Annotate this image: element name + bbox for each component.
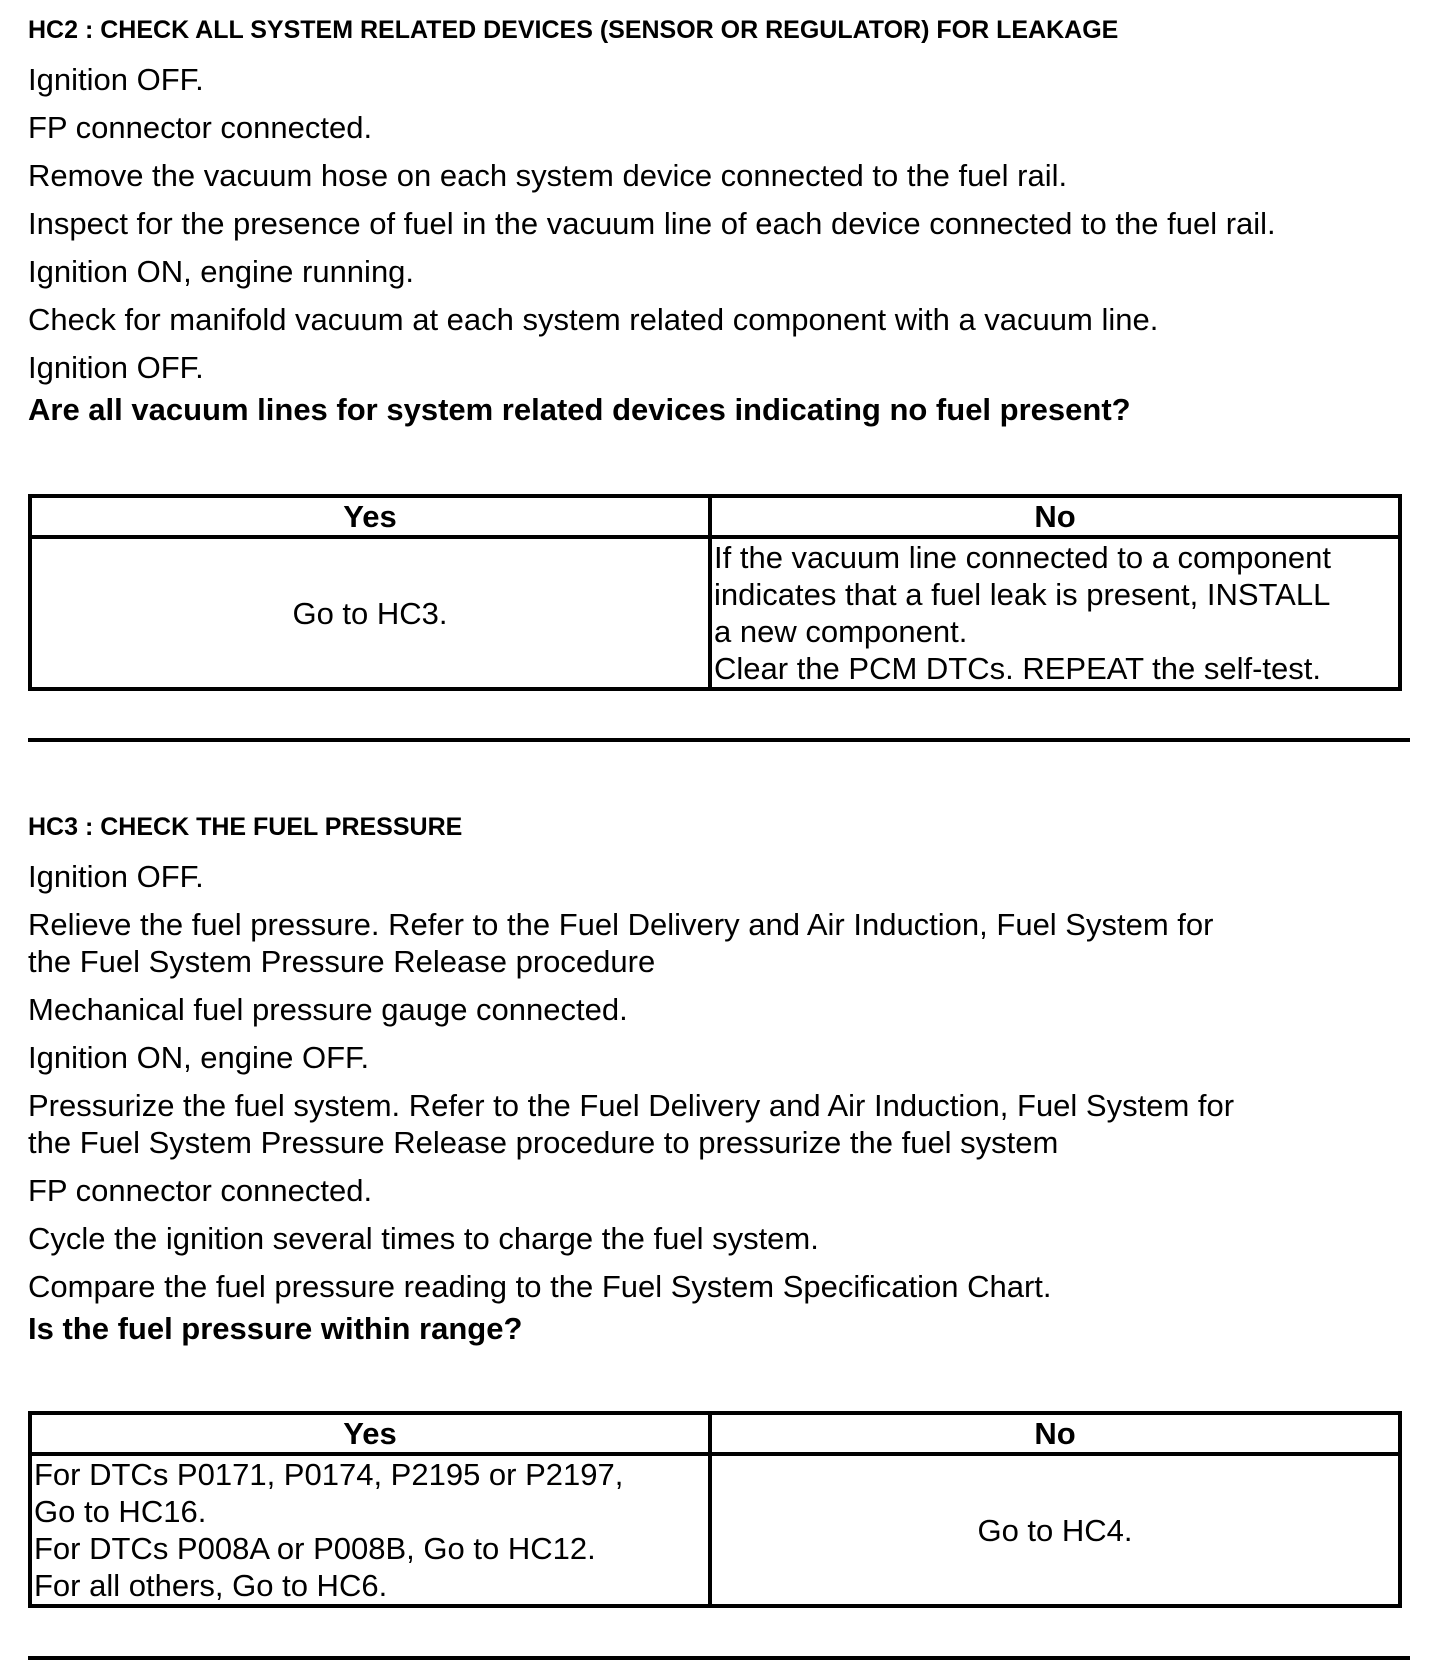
hc2-step: Ignition ON, engine running. <box>28 254 415 289</box>
yes-header: Yes <box>30 1413 710 1454</box>
yes-cell-line: Go to HC16. <box>34 1494 207 1529</box>
no-header: No <box>710 1413 1400 1454</box>
hc3-step <box>28 1087 1418 1161</box>
table-row <box>30 537 1400 689</box>
hc2-steps <box>28 61 1418 386</box>
hc2-question: Are all vacuum lines for system related devices indicating no fuel present? <box>28 392 1131 427</box>
table-header-row <box>30 496 1400 537</box>
hc3-section <box>28 815 1418 1347</box>
table-header-row <box>30 1413 1400 1454</box>
yes-cell-line: For DTCs P0171, P0174, P2195 or P2197, <box>34 1457 624 1492</box>
hc3-step <box>28 991 1418 1028</box>
hc3-step <box>28 1268 1418 1305</box>
hc2-step: Ignition OFF. <box>28 350 204 385</box>
hc3-result-table <box>28 1411 1402 1608</box>
no-cell-line: If the vacuum line connected to a component <box>714 540 1331 575</box>
hc3-step-line: Mechanical fuel pressure gauge connected. <box>28 992 628 1027</box>
hc3-step-line: Ignition ON, engine OFF. <box>28 1040 370 1075</box>
yes-cell: Go to HC3. <box>30 537 710 689</box>
hc3-step-line: the Fuel System Pressure Release procedure to pressurize the fuel system <box>28 1125 1059 1160</box>
hc3-steps <box>28 858 1418 1305</box>
hc3-step-line: Ignition OFF. <box>28 859 204 894</box>
hc2-step: Check for manifold vacuum at each system related component with a vacuum line. <box>28 302 1159 337</box>
hc2-section <box>28 18 1418 428</box>
hc2-heading: HC2 : CHECK ALL SYSTEM RELATED DEVICES (SENSOR OR REGULATOR) FOR LEAKAGE <box>28 16 1119 44</box>
no-cell: Go to HC4. <box>710 1454 1400 1606</box>
hc3-step <box>28 1039 1418 1076</box>
hc2-result-table <box>28 494 1402 691</box>
hc3-step-line: Relieve the fuel pressure. Refer to the Fuel Delivery and Air Induction, Fuel System for <box>28 907 1214 942</box>
hc2-step: FP connector connected. <box>28 110 373 145</box>
yes-cell-line: For all others, Go to HC6. <box>34 1568 388 1603</box>
no-cell-line: indicates that a fuel leak is present, INSTALL <box>714 577 1331 612</box>
yes-cell-line: For DTCs P008A or P008B, Go to HC12. <box>34 1531 596 1566</box>
hc3-step-line: Compare the fuel pressure reading to the Fuel System Specification Chart. <box>28 1269 1052 1304</box>
table-row <box>30 1454 1400 1606</box>
hc2-step: Ignition OFF. <box>28 62 204 97</box>
hc3-heading: HC3 : CHECK THE FUEL PRESSURE <box>28 813 463 841</box>
section-divider <box>28 1656 1410 1660</box>
no-cell-line: Clear the PCM DTCs. REPEAT the self-test. <box>714 651 1321 686</box>
hc3-step <box>28 1220 1418 1257</box>
hc3-step <box>28 858 1418 895</box>
hc3-step-line: Cycle the ignition several times to charge the fuel system. <box>28 1221 819 1256</box>
hc3-step-line: the Fuel System Pressure Release procedure <box>28 944 656 979</box>
yes-cell <box>30 1454 710 1606</box>
hc3-step <box>28 1172 1418 1209</box>
no-header: No <box>710 496 1400 537</box>
yes-header: Yes <box>30 496 710 537</box>
hc3-question: Is the fuel pressure within range? <box>28 1311 523 1346</box>
hc2-step: Inspect for the presence of fuel in the vacuum line of each device connected to the fuel rail. <box>28 206 1276 241</box>
no-cell-line: a new component. <box>714 614 968 649</box>
no-cell <box>710 537 1400 689</box>
hc3-step-line: Pressurize the fuel system. Refer to the Fuel Delivery and Air Induction, Fuel System for <box>28 1088 1235 1123</box>
section-divider <box>28 738 1410 742</box>
hc2-step: Remove the vacuum hose on each system device connected to the fuel rail. <box>28 158 1068 193</box>
hc3-step <box>28 906 1418 980</box>
hc3-step-line: FP connector connected. <box>28 1173 373 1208</box>
